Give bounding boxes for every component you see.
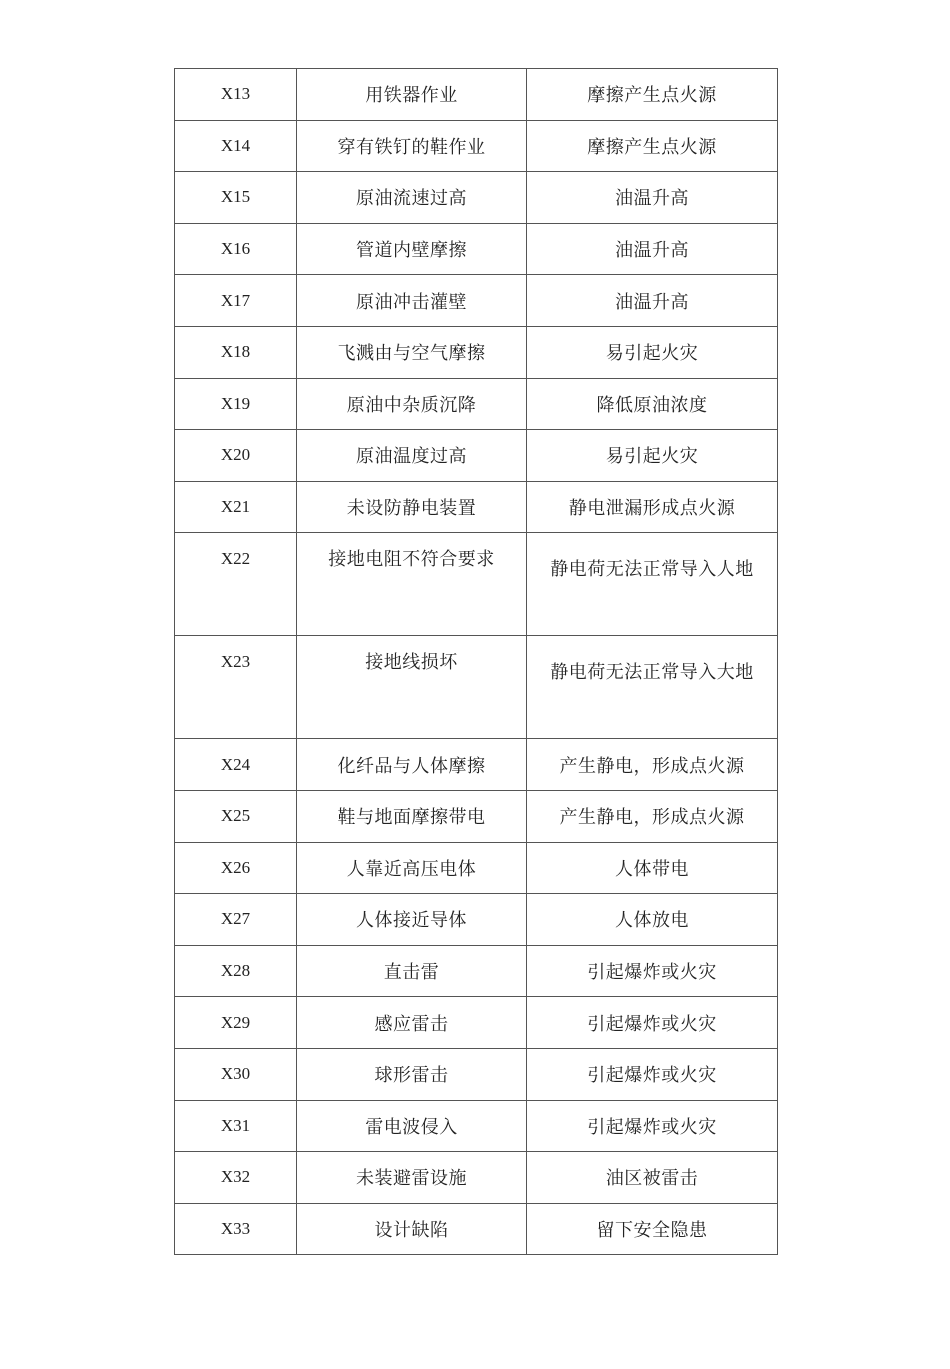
table-row: [175, 842, 778, 894]
event-effect-text: 静电荷无法正常导入人地: [550, 559, 754, 581]
event-cause: 球形雷击: [297, 1048, 527, 1100]
event-effect: 人体带电: [527, 842, 778, 894]
event-cause: 接地电阻不符合要求: [297, 533, 527, 636]
event-cause: 直击雷: [297, 945, 527, 997]
event-code: X22: [175, 533, 297, 636]
event-code: X21: [175, 481, 297, 533]
event-cause: 未装避雷设施: [297, 1152, 527, 1204]
event-cause: 感应雷击: [297, 997, 527, 1049]
table-row: [175, 223, 778, 275]
event-effect: 引起爆炸或火灾: [527, 1048, 778, 1100]
event-code: X29: [175, 997, 297, 1049]
event-code: X18: [175, 326, 297, 378]
event-code: X24: [175, 739, 297, 791]
event-cause: 未设防静电装置: [297, 481, 527, 533]
event-code: X17: [175, 275, 297, 327]
event-code: X23: [175, 636, 297, 739]
table-row: [175, 1048, 778, 1100]
table-row: [175, 945, 778, 997]
event-cause: 人靠近高压电体: [297, 842, 527, 894]
table-row: [175, 1100, 778, 1152]
event-code: X15: [175, 172, 297, 224]
table-row: [175, 636, 778, 739]
table-row: [175, 997, 778, 1049]
table-row: [175, 430, 778, 482]
table-row: [175, 378, 778, 430]
event-effect: 摩擦产生点火源: [527, 69, 778, 121]
event-effect: 油温升高: [527, 275, 778, 327]
event-code: X33: [175, 1203, 297, 1255]
event-code: X16: [175, 223, 297, 275]
event-effect: 油区被雷击: [527, 1152, 778, 1204]
event-cause: 雷电波侵入: [297, 1100, 527, 1152]
event-code: X32: [175, 1152, 297, 1204]
event-code: X28: [175, 945, 297, 997]
table-row: [175, 172, 778, 224]
event-effect: 易引起火灾: [527, 326, 778, 378]
event-code: X20: [175, 430, 297, 482]
event-cause: 穿有铁钉的鞋作业: [297, 120, 527, 172]
event-effect: 产生静电，形成点火源: [527, 790, 778, 842]
event-effect: 油温升高: [527, 172, 778, 224]
event-code: X26: [175, 842, 297, 894]
event-effect: 降低原油浓度: [527, 378, 778, 430]
event-cause: 原油流速过高: [297, 172, 527, 224]
table-row: [175, 275, 778, 327]
event-code: X31: [175, 1100, 297, 1152]
event-cause: 化纤品与人体摩擦: [297, 739, 527, 791]
event-cause: 原油温度过高: [297, 430, 527, 482]
event-effect: 留下安全隐患: [527, 1203, 778, 1255]
event-effect: 易引起火灾: [527, 430, 778, 482]
event-effect: 摩擦产生点火源: [527, 120, 778, 172]
event-cause: 飞溅由与空气摩擦: [297, 326, 527, 378]
table-row: [175, 894, 778, 946]
event-code: X13: [175, 69, 297, 121]
event-effect: 引起爆炸或火灾: [527, 945, 778, 997]
event-code: X19: [175, 378, 297, 430]
event-cause: 用铁器作业: [297, 69, 527, 121]
event-code: X25: [175, 790, 297, 842]
event-cause: 鞋与地面摩擦带电: [297, 790, 527, 842]
risk-factor-table: [174, 68, 778, 1255]
event-effect: 引起爆炸或火灾: [527, 997, 778, 1049]
event-code: X30: [175, 1048, 297, 1100]
table-row: [175, 533, 778, 636]
table-row: [175, 481, 778, 533]
event-cause: 原油中杂质沉降: [297, 378, 527, 430]
event-code: X14: [175, 120, 297, 172]
event-cause: 原油冲击灌壁: [297, 275, 527, 327]
event-effect: [527, 533, 778, 636]
event-effect: 油温升高: [527, 223, 778, 275]
table-row: [175, 1152, 778, 1204]
table-row: [175, 790, 778, 842]
table-row: [175, 1203, 778, 1255]
table-row: [175, 120, 778, 172]
event-effect-text: 静电荷无法正常导入大地: [550, 662, 754, 684]
event-effect: [527, 636, 778, 739]
table-row: [175, 69, 778, 121]
event-effect: 静电泄漏形成点火源: [527, 481, 778, 533]
table-row: [175, 326, 778, 378]
table-row: [175, 739, 778, 791]
event-cause: 人体接近导体: [297, 894, 527, 946]
event-effect: 产生静电，形成点火源: [527, 739, 778, 791]
event-code: X27: [175, 894, 297, 946]
event-effect: 人体放电: [527, 894, 778, 946]
event-cause: 管道内壁摩擦: [297, 223, 527, 275]
event-cause: 接地线损坏: [297, 636, 527, 739]
event-cause: 设计缺陷: [297, 1203, 527, 1255]
event-effect: 引起爆炸或火灾: [527, 1100, 778, 1152]
